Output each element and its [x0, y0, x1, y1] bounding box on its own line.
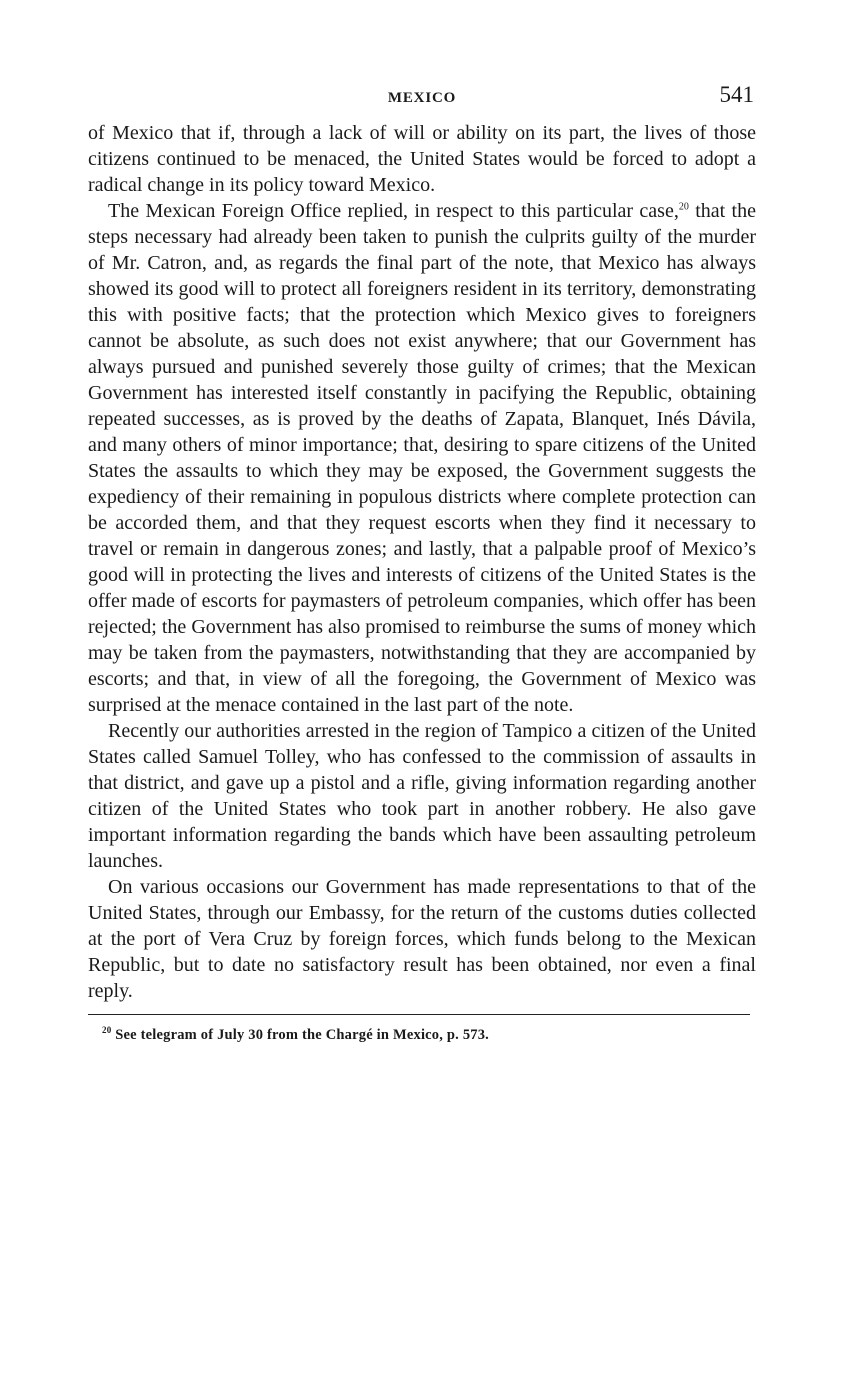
footnote-text: See telegram of July 30 from the Chargé in Mexico, p. 573.: [111, 1027, 489, 1043]
footnote: [88, 1027, 756, 1044]
footnote-number: 20: [102, 1025, 112, 1036]
paragraph-2-text-after: that the steps necessary had already been taken to punish the culprits guilty of the murder of Mr. Catron, and, as regards the final part of the note, that Mexico has always showed its good will to protect all foreigners resident in its territory, demonstrating this with positive facts; that the protection which Mexico gives to foreigners cannot be absolute, as such does not exist anywhere; that our Government has always pursued and punished severely those guilty of crimes; that the Mexican Government has interested itself constantly in pacifying the Republic, obtaining repeated successes, as is proved by the deaths of Zapata, Blanquet, Inés Dávila, and many others of minor importance; that, desiring to spare citizens of the United States the assaults to which they may be exposed, the Government suggests the expediency of their remaining in populous districts where complete protection can be accorded them, and that they request escorts when they find it necessary to travel or remain in dangerous zones; and lastly, that a palpable proof of Mexico’s good will in protecting the lives and interests of citizens of the United States is the offer made of escorts for paymasters of petroleum companies, which offer has been rejected; the Government has also promised to reimburse the sums of money which may be taken from the paymasters, notwithstanding that they are accompanied by escorts; and that, in view of all the foregoing, the Government of Mexico was surprised at the menace contained in the last part of the note.: [88, 200, 756, 716]
body-text: [88, 120, 756, 1004]
paragraph-2: [88, 198, 756, 718]
paragraph-4: On various occasions our Government has made representations to that of the United States, through our Embassy, for the return of the customs duties collected at the port of Vera Cruz by foreign forces, which funds belong to the Mexican Republic, but to date no satisfactory result has been obtained, nor even a final reply.: [88, 876, 756, 1002]
paragraph-2-text-before: The Mexican Foreign Office replied, in respect to this particular case,: [108, 200, 679, 222]
page-header: [88, 84, 756, 120]
document-page: [88, 84, 756, 1044]
footnote-ref: 20: [678, 201, 689, 213]
running-head: MEXICO: [387, 90, 457, 106]
paragraph-1: of Mexico that if, through a lack of will or ability on its part, the lives of those citizens continued to be menaced, the United States would be forced to adopt a radical change in its policy toward Mexico.: [88, 122, 756, 196]
paragraph-3: Recently our authorities arrested in the region of Tampico a citizen of the United States called Samuel Tolley, who has confessed to the commission of assaults in that district, and gave up a pistol and a rifle, giving information regarding another citizen of the United States who took part in another robbery. He also gave important information regarding the bands which have been assaulting petroleum launches.: [88, 720, 756, 872]
page-number: 541: [719, 82, 754, 107]
footnote-rule: [88, 1014, 750, 1015]
